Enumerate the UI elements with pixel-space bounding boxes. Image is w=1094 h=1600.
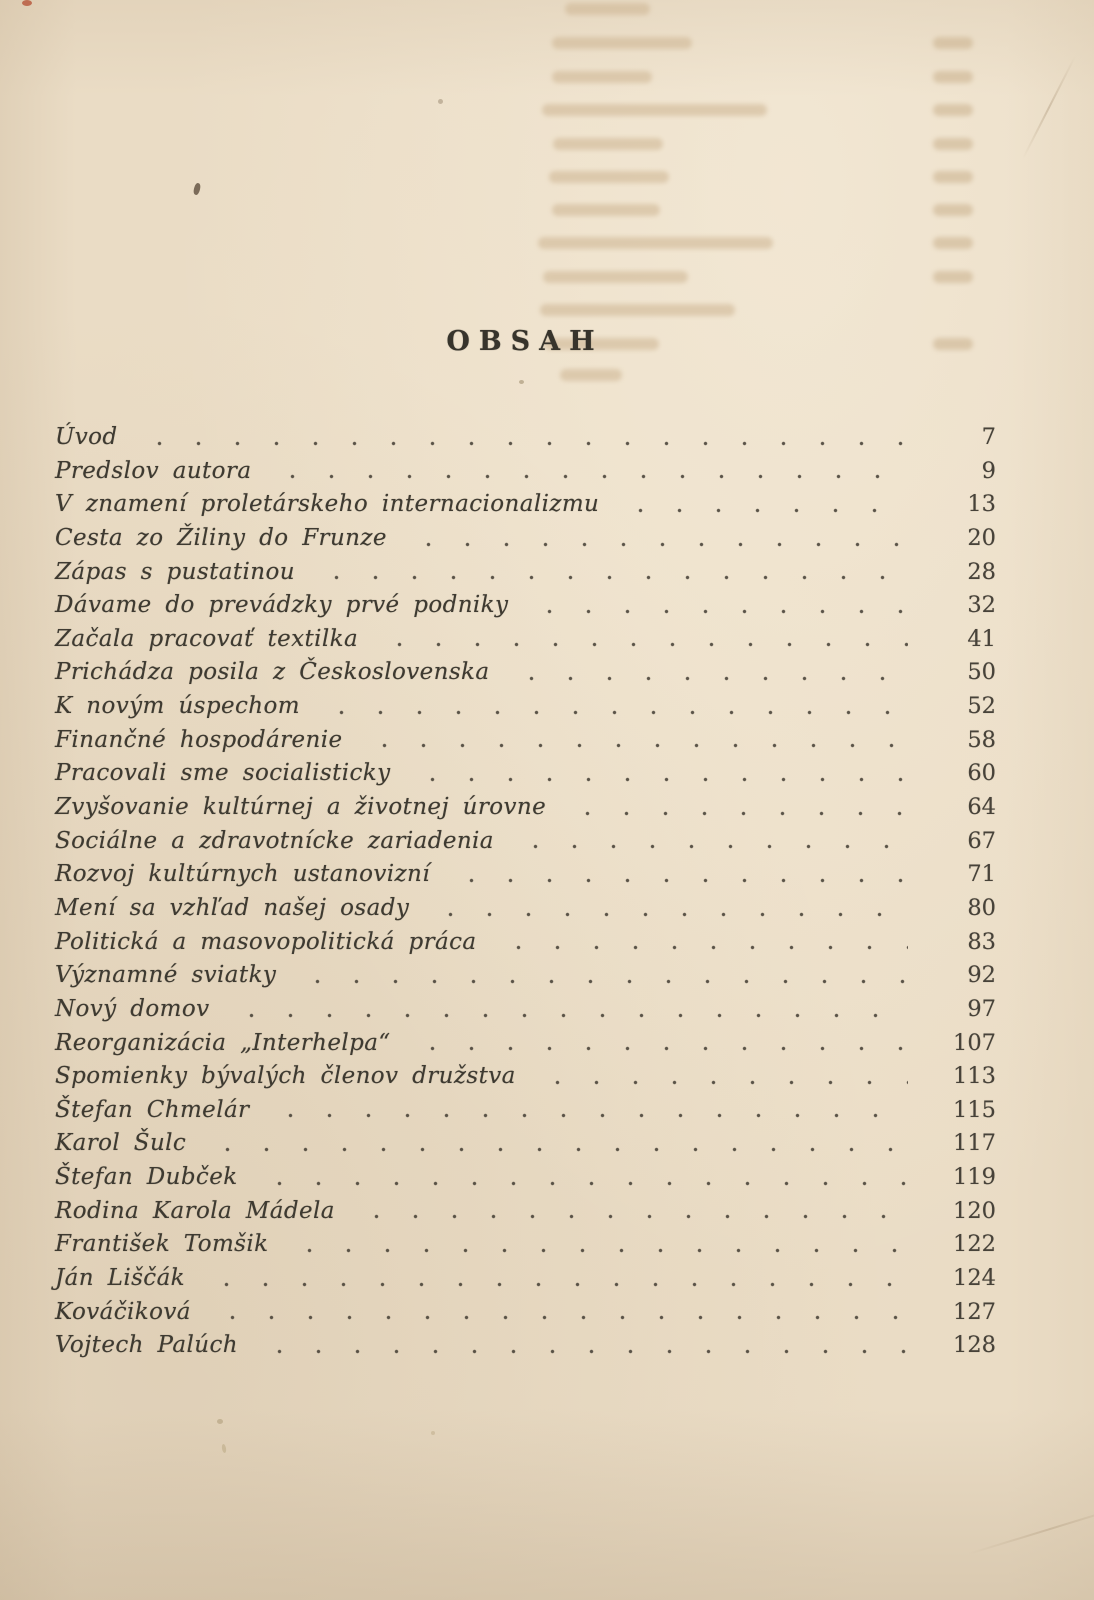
toc-page-number: 9 [981, 457, 996, 484]
toc-page-number: 92 [967, 962, 996, 989]
toc-entry-title: Pracovali sme socialisticky [55, 760, 391, 787]
toc-entry [55, 1296, 996, 1330]
dot-leader [493, 926, 908, 960]
toc-page-number: 58 [967, 726, 996, 753]
dot-leader [316, 690, 908, 724]
dot-leader [207, 1296, 908, 1330]
toc-entry [55, 757, 996, 791]
toc-page-number: 127 [953, 1298, 996, 1325]
toc-entry-title: František Tomšik [55, 1231, 269, 1258]
toc-entry [55, 858, 996, 892]
dot-leader [506, 656, 908, 690]
toc-entry-title: Štefan Chmelár [55, 1096, 250, 1123]
dot-leader [403, 522, 908, 556]
toc-entry-title: Štefan Dubček [55, 1164, 238, 1191]
dot-leader [425, 892, 908, 926]
toc-entry [55, 556, 996, 590]
toc-page-number: 113 [953, 1063, 996, 1090]
toc-entry-title: Sociálne a zdravotnícke zariadenia [55, 827, 494, 854]
toc-entry [55, 1228, 996, 1262]
toc-page-number: 7 [981, 424, 996, 450]
page-title: OBSAH [446, 326, 604, 357]
toc-entry-title: Rodina Karola Mádela [55, 1197, 335, 1224]
toc-entry [55, 993, 996, 1027]
toc-page-number: 80 [967, 894, 996, 921]
dot-leader [374, 623, 908, 657]
toc-page-number: 97 [967, 995, 996, 1022]
toc-entry [55, 1262, 996, 1296]
toc-entry [55, 690, 996, 724]
toc-page-number: 28 [967, 558, 996, 585]
toc-entry [55, 825, 996, 859]
dot-leader [267, 455, 908, 489]
toc-entry-title: Úvod [55, 424, 118, 450]
toc-page-number: 50 [967, 659, 996, 686]
toc-entry [55, 421, 996, 455]
toc-page-number: 64 [967, 794, 996, 821]
toc-entry-title: Prichádza posila z Československa [55, 659, 490, 686]
toc-entry-title: Ján Liščák [55, 1265, 186, 1292]
dot-leader [254, 1329, 908, 1363]
dot-leader [407, 757, 908, 791]
toc-page-number: 71 [967, 861, 996, 888]
toc-entry [55, 892, 996, 926]
toc-page-number: 115 [953, 1096, 996, 1123]
toc-entry [55, 1195, 996, 1229]
toc-entry [55, 522, 996, 556]
toc-entry-title: Rozvoj kultúrnych ustanovizní [55, 861, 431, 888]
toc-entry-title: Reorganizácia „Interhelpa“ [55, 1029, 391, 1056]
toc-entry [55, 488, 996, 522]
toc-entry-title: Predslov autora [55, 457, 252, 484]
toc-entry [55, 724, 996, 758]
dot-leader [524, 589, 908, 623]
toc-entry-title: Vojtech Palúch [55, 1332, 238, 1359]
toc-page-number: 83 [967, 928, 996, 955]
dot-leader [254, 1161, 908, 1195]
toc-page-number: 60 [967, 760, 996, 787]
toc-entry [55, 926, 996, 960]
dot-leader [532, 1060, 908, 1094]
dot-leader [446, 858, 908, 892]
toc-entry-title: Začala pracovať textilka [55, 625, 359, 652]
toc-entry [55, 1329, 996, 1363]
toc-page-number: 67 [967, 827, 996, 854]
toc-entry-title: Politická a masovopolitická práca [55, 928, 477, 955]
dot-leader [615, 488, 908, 522]
dot-leader [359, 724, 908, 758]
toc-page-number: 128 [953, 1332, 996, 1359]
toc-page-number: 124 [953, 1265, 996, 1292]
dot-leader [202, 1127, 908, 1161]
toc-entry-title: Zvyšovanie kultúrnej a životnej úrovne [55, 794, 547, 821]
dot-leader [265, 1094, 908, 1128]
dot-leader [201, 1262, 908, 1296]
dot-leader [311, 556, 908, 590]
toc-entry-title: Mení sa vzhľad našej osady [55, 894, 410, 921]
toc-page-number: 120 [953, 1197, 996, 1224]
toc-page-number: 117 [953, 1130, 996, 1157]
toc-entry-title: Nový domov [55, 995, 210, 1022]
dot-leader [510, 825, 908, 859]
toc-entry-title: Dávame do prevádzky prvé podniky [55, 592, 509, 619]
toc-page-number: 13 [967, 491, 996, 518]
toc-page-number: 122 [953, 1231, 996, 1258]
toc-entry-title: Významné sviatky [55, 962, 277, 989]
toc-entry [55, 959, 996, 993]
toc-entry [55, 623, 996, 657]
toc-entry [55, 656, 996, 690]
dot-leader [134, 421, 908, 455]
dot-leader [407, 1027, 908, 1061]
toc-entry [55, 1161, 996, 1195]
toc-page-number: 32 [967, 592, 996, 619]
toc-entry [55, 589, 996, 623]
toc-entry-title: Spomienky bývalých členov družstva [55, 1063, 516, 1090]
toc-page-number: 20 [967, 524, 996, 551]
toc-entry [55, 1060, 996, 1094]
toc-page-number: 119 [953, 1164, 996, 1191]
toc-entry-title: Kováčiková [55, 1298, 191, 1325]
toc-entry-title: V znamení proletárskeho internacionalizmu [55, 491, 600, 518]
dot-leader [351, 1195, 908, 1229]
toc-entry-title: Karol Šulc [55, 1130, 187, 1157]
toc-entry [55, 1127, 996, 1161]
dot-leader [562, 791, 908, 825]
toc-page-number: 107 [953, 1029, 996, 1056]
dot-leader [292, 959, 908, 993]
toc-entry [55, 1094, 996, 1128]
toc-page-number: 52 [967, 693, 996, 720]
toc-entry [55, 1027, 996, 1061]
toc-entry [55, 791, 996, 825]
toc-entry [55, 455, 996, 489]
toc-page-number: 41 [967, 625, 996, 652]
dot-leader [226, 993, 909, 1027]
dot-leader [284, 1228, 908, 1262]
toc-entry-title: Finančné hospodárenie [55, 726, 343, 753]
toc-entry-title: Cesta zo Žiliny do Frunze [55, 524, 387, 551]
toc-list [55, 421, 996, 1363]
toc-entry-title: Zápas s pustatinou [55, 558, 295, 585]
toc-entry-title: K novým úspechom [55, 693, 300, 720]
